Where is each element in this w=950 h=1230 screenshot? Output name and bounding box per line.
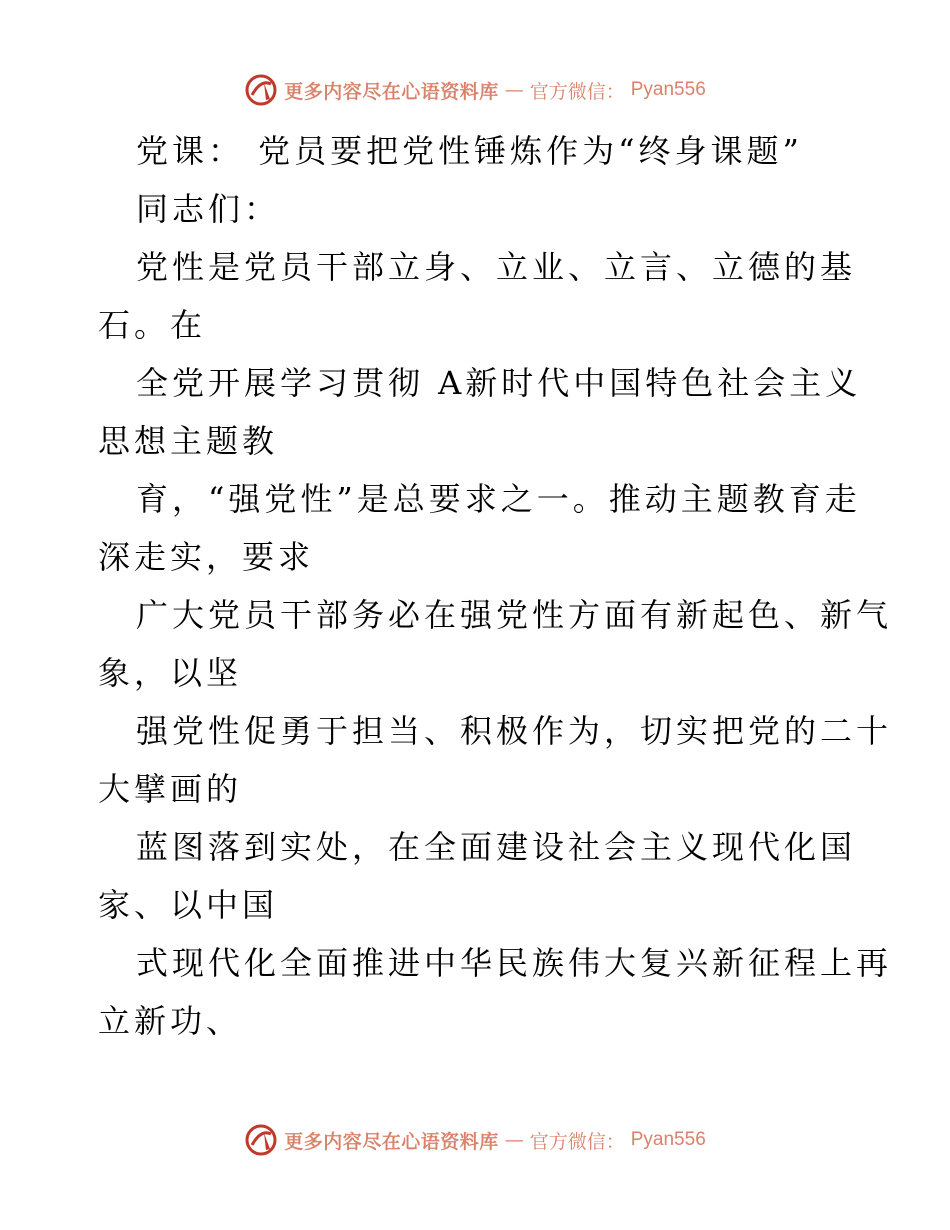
text-line: 式现代化全面推进中华民族伟大复兴新征程上再	[136, 944, 893, 982]
library-logo-icon	[244, 1123, 278, 1157]
text-line: 全党开展学习贯彻 A新时代中国特色社会主义	[136, 364, 862, 402]
footer-watermark	[0, 1120, 950, 1160]
text-line: 育，“强党性”是总要求之一。推动主题教育走	[136, 480, 861, 518]
library-logo-icon	[244, 73, 278, 107]
text-line: 广大党员干部务必在强党性方面有新起色、新气	[136, 596, 893, 634]
document-body	[98, 122, 893, 1050]
text-line: 立新功、	[98, 1002, 243, 1040]
watermark-separator: —	[504, 1129, 524, 1151]
watermark-separator: —	[504, 79, 524, 101]
watermark-wechat-id: Pyan556	[630, 1129, 706, 1150]
text-line: 强党性促勇于担当、积极作为，切实把党的二十	[136, 712, 893, 750]
text-line: 同志们：	[136, 190, 281, 228]
text-line: 思想主题教	[98, 422, 279, 460]
document-title: 党课： 党员要把党性锤炼作为“终身课题”	[136, 132, 803, 170]
watermark-wechat-label: 官方微信：	[529, 1130, 625, 1153]
watermark-wechat-id: Pyan556	[630, 79, 706, 100]
header-watermark	[0, 70, 950, 110]
watermark-text: 更多内容尽在心语资料库	[284, 80, 499, 103]
text-line: 象，以坚	[98, 654, 243, 692]
text-line: 家、以中国	[98, 886, 279, 924]
watermark-text: 更多内容尽在心语资料库	[284, 1130, 499, 1153]
text-line: 大擘画的	[98, 770, 243, 808]
text-line: 深走实，要求	[98, 538, 315, 576]
text-line: 蓝图落到实处，在全面建设社会主义现代化国	[136, 828, 857, 866]
text-line: 石。在	[98, 306, 207, 344]
text-line: 党性是党员干部立身、立业、立言、立德的基	[136, 248, 857, 286]
watermark-wechat-label: 官方微信：	[529, 80, 625, 103]
